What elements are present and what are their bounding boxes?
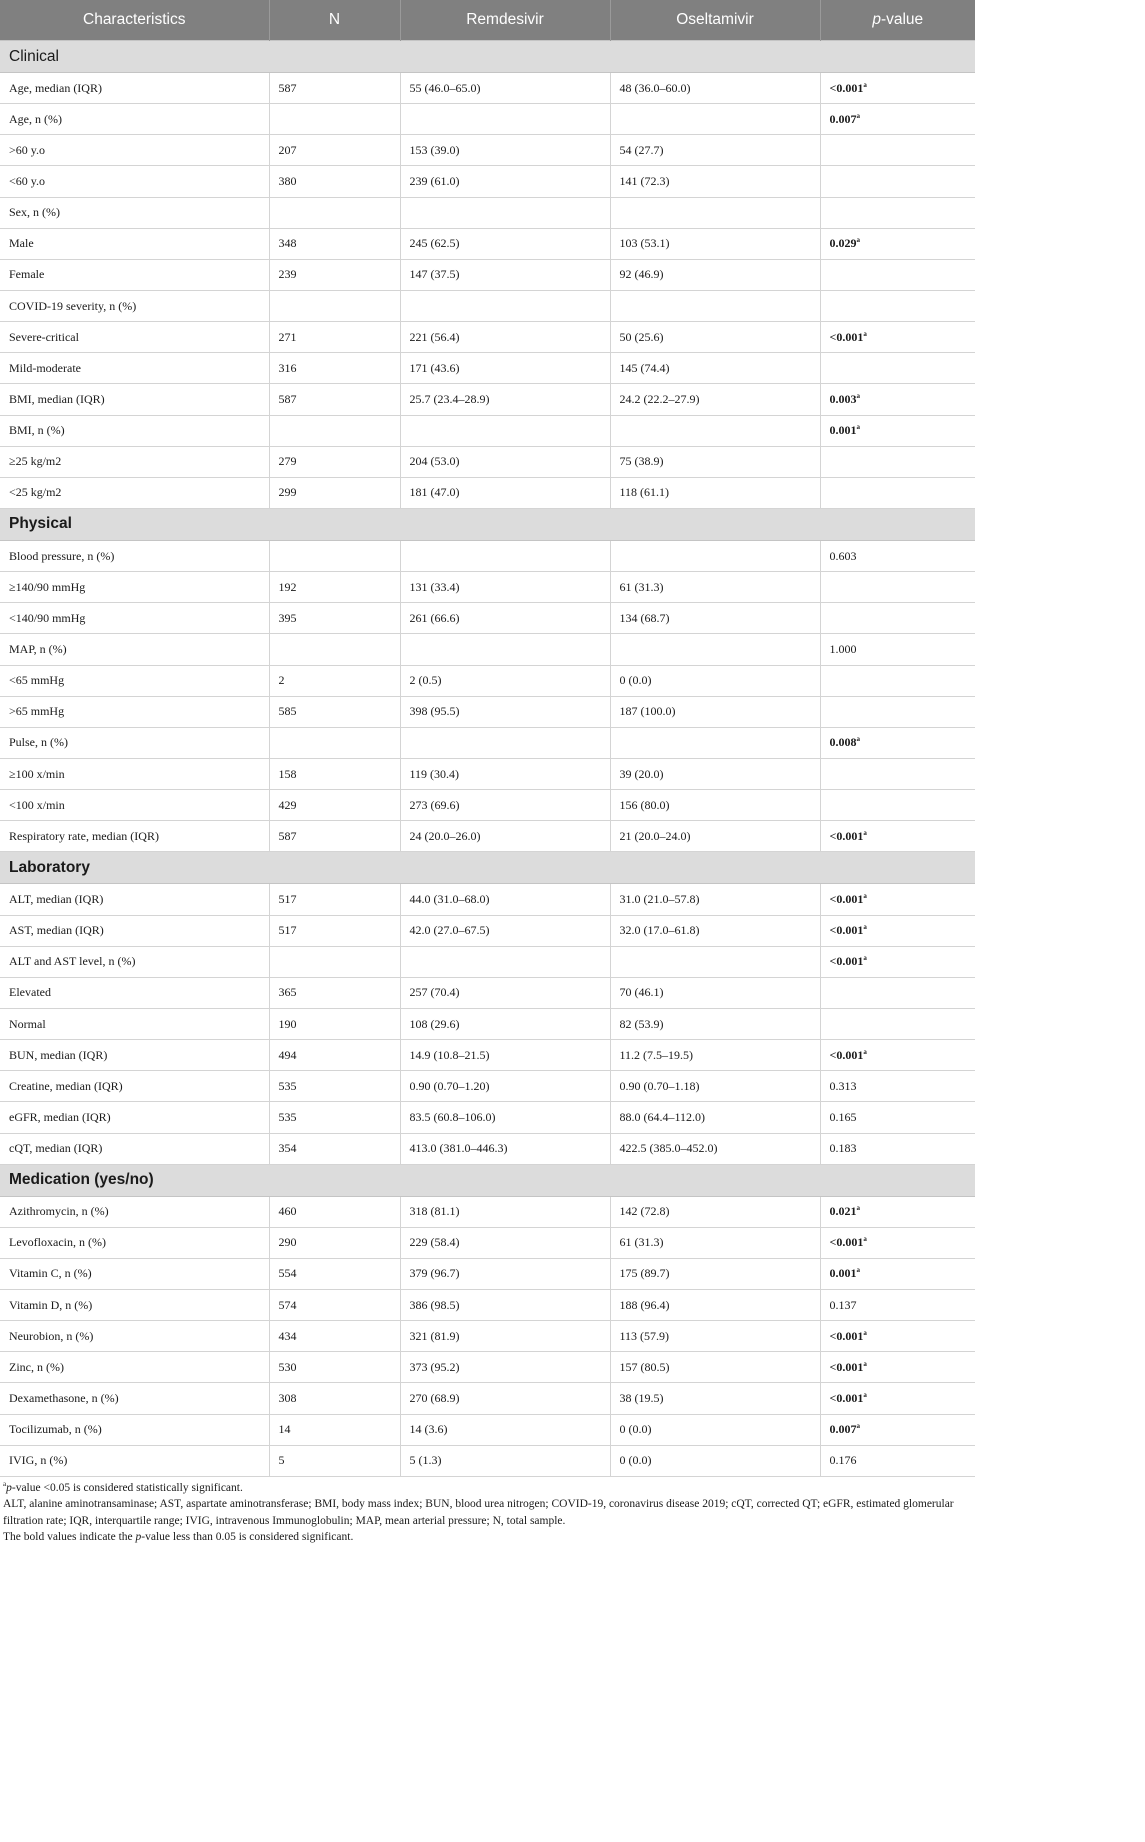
cell-characteristic: BMI, n (%) <box>0 415 269 446</box>
footnote-bold-values: The bold values indicate the p-value less than 0.05 is considered significant. <box>3 1531 354 1544</box>
header-oseltamivir: Oseltamivir <box>610 0 820 41</box>
table-footnotes <box>0 1477 975 1546</box>
table-row <box>0 415 975 446</box>
cell-p-value: <0.001$^a$ <box>820 884 975 915</box>
cell-p-value: <0.001$^a$ <box>820 1227 975 1258</box>
footnote-significance: $^a$p-value <0.05 is considered statistically significant. <box>3 1480 243 1494</box>
table-row <box>0 322 975 353</box>
cell-n: 348 <box>269 228 400 259</box>
cell-oseltamivir: 75 (38.9) <box>610 446 820 477</box>
cell-oseltamivir: 0.90 (0.70–1.18) <box>610 1071 820 1102</box>
cell-remdesivir: 83.5 (60.8–106.0) <box>400 1102 610 1133</box>
cell-characteristic: Neurobion, n (%) <box>0 1321 269 1352</box>
table-row <box>0 1196 975 1227</box>
cell-p-value: 0.007$^a$ <box>820 104 975 135</box>
significance-marker: a <box>863 954 867 963</box>
table-row <box>0 228 975 259</box>
cell-characteristic: eGFR, median (IQR) <box>0 1102 269 1133</box>
cell-p-value <box>820 665 975 696</box>
cell-n: 299 <box>269 477 400 508</box>
table-row <box>0 73 975 104</box>
cell-remdesivir: 108 (29.6) <box>400 1008 610 1039</box>
cell-oseltamivir: 70 (46.1) <box>610 977 820 1008</box>
header-characteristics: Characteristics <box>0 0 269 41</box>
cell-p-value: <0.001$^a$ <box>820 946 975 977</box>
cell-characteristic: BMI, median (IQR) <box>0 384 269 415</box>
cell-oseltamivir: 187 (100.0) <box>610 696 820 727</box>
cell-oseltamivir: 54 (27.7) <box>610 135 820 166</box>
significance-marker: a <box>856 1422 860 1431</box>
section-title: Medication (yes/no) <box>0 1164 975 1196</box>
cell-p-value <box>820 259 975 290</box>
cell-p-value: <0.001$^a$ <box>820 322 975 353</box>
cell-p-value <box>820 696 975 727</box>
cell-n: 354 <box>269 1133 400 1164</box>
cell-oseltamivir: 38 (19.5) <box>610 1383 820 1414</box>
cell-p-value: 1.000 <box>820 634 975 665</box>
cell-n: 585 <box>269 696 400 727</box>
cell-p-value <box>820 290 975 321</box>
cell-characteristic: Respiratory rate, median (IQR) <box>0 821 269 852</box>
cell-n: 158 <box>269 758 400 789</box>
cell-p-value <box>820 446 975 477</box>
cell-remdesivir: 2 (0.5) <box>400 665 610 696</box>
cell-characteristic: ≥140/90 mmHg <box>0 572 269 603</box>
table-header-row <box>0 0 975 41</box>
cell-oseltamivir: 113 (57.9) <box>610 1321 820 1352</box>
cell-characteristic: >60 y.o <box>0 135 269 166</box>
section-header-row <box>0 508 975 540</box>
cell-oseltamivir: 141 (72.3) <box>610 166 820 197</box>
significance-marker: a <box>863 923 867 932</box>
table-row <box>0 696 975 727</box>
cell-characteristic: Blood pressure, n (%) <box>0 540 269 571</box>
cell-oseltamivir <box>610 290 820 321</box>
cell-characteristic: <25 kg/m2 <box>0 477 269 508</box>
cell-characteristic: ≥100 x/min <box>0 758 269 789</box>
cell-n: 460 <box>269 1196 400 1227</box>
cell-p-value: 0.183 <box>820 1133 975 1164</box>
cell-oseltamivir <box>610 415 820 446</box>
table-row <box>0 1445 975 1476</box>
cell-characteristic: Mild-moderate <box>0 353 269 384</box>
cell-n: 434 <box>269 1321 400 1352</box>
table-row <box>0 104 975 135</box>
cell-n: 365 <box>269 977 400 1008</box>
table-row <box>0 946 975 977</box>
cell-characteristic: <60 y.o <box>0 166 269 197</box>
cell-oseltamivir: 157 (80.5) <box>610 1352 820 1383</box>
significance-marker: a <box>863 1391 867 1400</box>
cell-oseltamivir: 82 (53.9) <box>610 1008 820 1039</box>
cell-characteristic: Severe-critical <box>0 322 269 353</box>
cell-n: 587 <box>269 384 400 415</box>
cell-characteristic: Vitamin C, n (%) <box>0 1258 269 1289</box>
cell-remdesivir: 44.0 (31.0–68.0) <box>400 884 610 915</box>
significance-marker: a <box>863 828 867 837</box>
cell-n: 14 <box>269 1414 400 1445</box>
cell-oseltamivir: 21 (20.0–24.0) <box>610 821 820 852</box>
table-row <box>0 1102 975 1133</box>
cell-oseltamivir: 0 (0.0) <box>610 665 820 696</box>
cell-oseltamivir: 61 (31.3) <box>610 1227 820 1258</box>
cell-oseltamivir: 142 (72.8) <box>610 1196 820 1227</box>
significance-marker: a <box>863 891 867 900</box>
table-row <box>0 259 975 290</box>
cell-oseltamivir: 188 (96.4) <box>610 1290 820 1321</box>
cell-characteristic: Creatine, median (IQR) <box>0 1071 269 1102</box>
cell-characteristic: Pulse, n (%) <box>0 727 269 758</box>
cell-remdesivir: 0.90 (0.70–1.20) <box>400 1071 610 1102</box>
cell-characteristic: <140/90 mmHg <box>0 603 269 634</box>
cell-remdesivir <box>400 946 610 977</box>
cell-remdesivir <box>400 104 610 135</box>
cell-p-value: 0.165 <box>820 1102 975 1133</box>
significance-marker: a <box>856 423 860 432</box>
cell-n <box>269 415 400 446</box>
table-row <box>0 446 975 477</box>
significance-marker: a <box>856 391 860 400</box>
cell-p-value: 0.021$^a$ <box>820 1196 975 1227</box>
cell-p-value <box>820 135 975 166</box>
header-n: N <box>269 0 400 41</box>
cell-n: 2 <box>269 665 400 696</box>
cell-remdesivir: 221 (56.4) <box>400 322 610 353</box>
cell-remdesivir: 257 (70.4) <box>400 977 610 1008</box>
table-row <box>0 1258 975 1289</box>
cell-remdesivir: 386 (98.5) <box>400 1290 610 1321</box>
cell-characteristic: Elevated <box>0 977 269 1008</box>
cell-n: 517 <box>269 915 400 946</box>
cell-n: 290 <box>269 1227 400 1258</box>
cell-n: 429 <box>269 790 400 821</box>
cell-oseltamivir: 145 (74.4) <box>610 353 820 384</box>
significance-marker: a <box>856 1266 860 1275</box>
cell-n: 239 <box>269 259 400 290</box>
cell-remdesivir: 147 (37.5) <box>400 259 610 290</box>
cell-oseltamivir: 11.2 (7.5–19.5) <box>610 1040 820 1071</box>
cell-n <box>269 946 400 977</box>
cell-remdesivir: 261 (66.6) <box>400 603 610 634</box>
table-row <box>0 477 975 508</box>
cell-remdesivir <box>400 415 610 446</box>
cell-characteristic: BUN, median (IQR) <box>0 1040 269 1071</box>
cell-characteristic: Tocilizumab, n (%) <box>0 1414 269 1445</box>
cell-n: 316 <box>269 353 400 384</box>
cell-characteristic: Sex, n (%) <box>0 197 269 228</box>
cell-p-value <box>820 977 975 1008</box>
cell-characteristic: Age, median (IQR) <box>0 73 269 104</box>
cell-n: 494 <box>269 1040 400 1071</box>
table-row <box>0 758 975 789</box>
cell-remdesivir: 24 (20.0–26.0) <box>400 821 610 852</box>
section-title: Clinical <box>0 41 975 73</box>
cell-characteristic: ALT and AST level, n (%) <box>0 946 269 977</box>
table-row <box>0 884 975 915</box>
cell-p-value: <0.001$^a$ <box>820 821 975 852</box>
cell-characteristic: MAP, n (%) <box>0 634 269 665</box>
cell-oseltamivir: 118 (61.1) <box>610 477 820 508</box>
cell-remdesivir: 398 (95.5) <box>400 696 610 727</box>
cell-oseltamivir: 48 (36.0–60.0) <box>610 73 820 104</box>
cell-n <box>269 197 400 228</box>
cell-remdesivir: 413.0 (381.0–446.3) <box>400 1133 610 1164</box>
cell-remdesivir: 14 (3.6) <box>400 1414 610 1445</box>
table-row <box>0 665 975 696</box>
cell-p-value <box>820 603 975 634</box>
table-row <box>0 603 975 634</box>
cell-oseltamivir: 134 (68.7) <box>610 603 820 634</box>
cell-characteristic: Male <box>0 228 269 259</box>
cell-n <box>269 540 400 571</box>
cell-p-value: 0.007$^a$ <box>820 1414 975 1445</box>
cell-oseltamivir <box>610 104 820 135</box>
cell-characteristic: Vitamin D, n (%) <box>0 1290 269 1321</box>
cell-remdesivir: 270 (68.9) <box>400 1383 610 1414</box>
cell-characteristic: AST, median (IQR) <box>0 915 269 946</box>
cell-n: 279 <box>269 446 400 477</box>
cell-remdesivir: 318 (81.1) <box>400 1196 610 1227</box>
cell-n: 574 <box>269 1290 400 1321</box>
cell-remdesivir: 42.0 (27.0–67.5) <box>400 915 610 946</box>
cell-n: 5 <box>269 1445 400 1476</box>
cell-p-value: <0.001$^a$ <box>820 1040 975 1071</box>
cell-remdesivir: 239 (61.0) <box>400 166 610 197</box>
table-row <box>0 977 975 1008</box>
cell-oseltamivir: 156 (80.0) <box>610 790 820 821</box>
cell-n <box>269 290 400 321</box>
cell-remdesivir <box>400 634 610 665</box>
cell-n: 587 <box>269 821 400 852</box>
table-row <box>0 634 975 665</box>
table-row <box>0 166 975 197</box>
header-p-value: p-value <box>820 0 975 41</box>
cell-characteristic: >65 mmHg <box>0 696 269 727</box>
header-remdesivir: Remdesivir <box>400 0 610 41</box>
cell-remdesivir: 14.9 (10.8–21.5) <box>400 1040 610 1071</box>
cell-remdesivir: 373 (95.2) <box>400 1352 610 1383</box>
cell-p-value <box>820 197 975 228</box>
cell-oseltamivir: 175 (89.7) <box>610 1258 820 1289</box>
cell-oseltamivir: 31.0 (21.0–57.8) <box>610 884 820 915</box>
table-row <box>0 197 975 228</box>
cell-characteristic: Female <box>0 259 269 290</box>
significance-marker: a <box>863 329 867 338</box>
cell-n: 271 <box>269 322 400 353</box>
cell-n: 395 <box>269 603 400 634</box>
cell-remdesivir: 153 (39.0) <box>400 135 610 166</box>
table-row <box>0 915 975 946</box>
cell-n <box>269 727 400 758</box>
cell-characteristic: ≥25 kg/m2 <box>0 446 269 477</box>
cell-p-value <box>820 572 975 603</box>
cell-oseltamivir: 50 (25.6) <box>610 322 820 353</box>
significance-marker: a <box>863 1235 867 1244</box>
table-row <box>0 1352 975 1383</box>
cell-p-value <box>820 166 975 197</box>
cell-oseltamivir: 92 (46.9) <box>610 259 820 290</box>
cell-remdesivir <box>400 540 610 571</box>
cell-characteristic: Normal <box>0 1008 269 1039</box>
table-row <box>0 821 975 852</box>
table-row <box>0 790 975 821</box>
cell-remdesivir: 55 (46.0–65.0) <box>400 73 610 104</box>
cell-oseltamivir: 24.2 (22.2–27.9) <box>610 384 820 415</box>
cell-n: 517 <box>269 884 400 915</box>
cell-oseltamivir: 39 (20.0) <box>610 758 820 789</box>
cell-p-value <box>820 1008 975 1039</box>
cell-p-value: 0.001$^a$ <box>820 1258 975 1289</box>
table-row <box>0 1321 975 1352</box>
cell-oseltamivir <box>610 727 820 758</box>
significance-marker: a <box>863 80 867 89</box>
cell-p-value: <0.001$^a$ <box>820 1352 975 1383</box>
cell-remdesivir: 171 (43.6) <box>400 353 610 384</box>
table-body <box>0 41 975 1477</box>
cell-characteristic: <100 x/min <box>0 790 269 821</box>
cell-oseltamivir: 0 (0.0) <box>610 1445 820 1476</box>
table-row <box>0 1008 975 1039</box>
section-header-row <box>0 852 975 884</box>
cell-oseltamivir: 61 (31.3) <box>610 572 820 603</box>
table-row <box>0 1414 975 1445</box>
cell-remdesivir <box>400 290 610 321</box>
cell-remdesivir: 245 (62.5) <box>400 228 610 259</box>
significance-marker: a <box>863 1047 867 1056</box>
cell-p-value <box>820 353 975 384</box>
section-title: Physical <box>0 508 975 540</box>
cell-p-value <box>820 790 975 821</box>
significance-marker: a <box>856 735 860 744</box>
cell-n <box>269 104 400 135</box>
table-row <box>0 1383 975 1414</box>
cell-characteristic: Zinc, n (%) <box>0 1352 269 1383</box>
significance-marker: a <box>863 1328 867 1337</box>
significance-marker: a <box>856 111 860 120</box>
table-row <box>0 290 975 321</box>
table-row <box>0 1133 975 1164</box>
cell-remdesivir: 119 (30.4) <box>400 758 610 789</box>
table-row <box>0 727 975 758</box>
cell-p-value: 0.176 <box>820 1445 975 1476</box>
cell-n: 530 <box>269 1352 400 1383</box>
cell-remdesivir <box>400 197 610 228</box>
cell-p-value <box>820 477 975 508</box>
cell-remdesivir: 204 (53.0) <box>400 446 610 477</box>
significance-marker: a <box>856 236 860 245</box>
cell-n: 380 <box>269 166 400 197</box>
cell-remdesivir: 5 (1.3) <box>400 1445 610 1476</box>
cell-p-value: <0.001$^a$ <box>820 1383 975 1414</box>
table-row <box>0 1227 975 1258</box>
cell-oseltamivir <box>610 197 820 228</box>
footnote-abbreviations: ALT, alanine aminotransaminase; AST, aspartate aminotransferase; BMI, body mass index; BUN, blood urea nitrogen; COVID-19, coronavirus disease 2019; cQT, corrected QT; eGFR, estimated glomerular filtration rate; IQR, interquartile range; IVIG, intravenous Immunoglobulin; MAP, mean arterial pressure; N, total sample. <box>3 1498 954 1527</box>
cell-oseltamivir: 0 (0.0) <box>610 1414 820 1445</box>
cell-p-value: 0.313 <box>820 1071 975 1102</box>
cell-n: 190 <box>269 1008 400 1039</box>
cell-p-value: 0.001$^a$ <box>820 415 975 446</box>
cell-characteristic: cQT, median (IQR) <box>0 1133 269 1164</box>
cell-p-value: <0.001$^a$ <box>820 1321 975 1352</box>
cell-n: 207 <box>269 135 400 166</box>
cell-remdesivir: 181 (47.0) <box>400 477 610 508</box>
cell-n: 535 <box>269 1071 400 1102</box>
cell-oseltamivir <box>610 946 820 977</box>
table-row <box>0 1040 975 1071</box>
cell-characteristic: COVID-19 severity, n (%) <box>0 290 269 321</box>
cell-characteristic: Age, n (%) <box>0 104 269 135</box>
cell-p-value: 0.003$^a$ <box>820 384 975 415</box>
section-header-row <box>0 41 975 73</box>
significance-marker: a <box>863 1359 867 1368</box>
cell-characteristic: Levofloxacin, n (%) <box>0 1227 269 1258</box>
cell-p-value: 0.029$^a$ <box>820 228 975 259</box>
table-row <box>0 540 975 571</box>
cell-remdesivir: 379 (96.7) <box>400 1258 610 1289</box>
cell-oseltamivir: 32.0 (17.0–61.8) <box>610 915 820 946</box>
cell-oseltamivir <box>610 540 820 571</box>
cell-n <box>269 634 400 665</box>
cell-p-value: 0.008$^a$ <box>820 727 975 758</box>
cell-remdesivir: 273 (69.6) <box>400 790 610 821</box>
cell-characteristic: Azithromycin, n (%) <box>0 1196 269 1227</box>
cell-oseltamivir <box>610 634 820 665</box>
cell-n: 192 <box>269 572 400 603</box>
cell-remdesivir <box>400 727 610 758</box>
cell-characteristic: IVIG, n (%) <box>0 1445 269 1476</box>
section-title: Laboratory <box>0 852 975 884</box>
cell-p-value: <0.001$^a$ <box>820 73 975 104</box>
cell-p-value: <0.001$^a$ <box>820 915 975 946</box>
cell-n: 535 <box>269 1102 400 1133</box>
cell-n: 554 <box>269 1258 400 1289</box>
cell-characteristic: <65 mmHg <box>0 665 269 696</box>
table-row <box>0 572 975 603</box>
cell-n: 587 <box>269 73 400 104</box>
cell-characteristic: ALT, median (IQR) <box>0 884 269 915</box>
significance-marker: a <box>856 1204 860 1213</box>
cell-oseltamivir: 422.5 (385.0–452.0) <box>610 1133 820 1164</box>
cell-oseltamivir: 88.0 (64.4–112.0) <box>610 1102 820 1133</box>
cell-oseltamivir: 103 (53.1) <box>610 228 820 259</box>
table-row <box>0 1071 975 1102</box>
cell-characteristic: Dexamethasone, n (%) <box>0 1383 269 1414</box>
cell-remdesivir: 25.7 (23.4–28.9) <box>400 384 610 415</box>
table-row <box>0 135 975 166</box>
table-row <box>0 384 975 415</box>
cell-p-value: 0.603 <box>820 540 975 571</box>
table-row <box>0 353 975 384</box>
cell-n: 308 <box>269 1383 400 1414</box>
cell-p-value: 0.137 <box>820 1290 975 1321</box>
section-header-row <box>0 1164 975 1196</box>
cell-p-value <box>820 758 975 789</box>
cell-remdesivir: 321 (81.9) <box>400 1321 610 1352</box>
table-row <box>0 1290 975 1321</box>
cell-remdesivir: 131 (33.4) <box>400 572 610 603</box>
cell-remdesivir: 229 (58.4) <box>400 1227 610 1258</box>
